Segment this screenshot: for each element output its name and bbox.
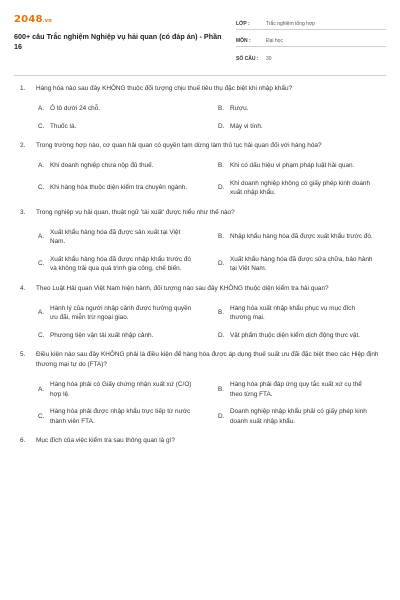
answer-option[interactable] <box>38 304 206 323</box>
option-letter: A. <box>38 385 45 393</box>
question-number: 3. <box>20 208 26 216</box>
option-text: Hành lý của người nhập cảnh được hưởng quyền ưu đãi, miễn trừ ngoại giao. <box>50 304 192 321</box>
answer-options <box>14 380 386 426</box>
question-text-row <box>14 350 386 370</box>
answer-option[interactable] <box>38 228 206 247</box>
meta-label: MÔN : <box>236 38 251 44</box>
answer-option[interactable] <box>38 331 206 341</box>
option-letter: B. <box>218 105 225 112</box>
site-logo[interactable] <box>14 14 236 25</box>
question-list <box>14 84 386 446</box>
question-text-row <box>14 84 386 94</box>
question-number: 5. <box>20 351 26 358</box>
question-number: 1. <box>20 85 26 92</box>
option-text: Khi có dấu hiệu vi phạm pháp luật hải quan. <box>230 162 355 169</box>
question-item <box>14 141 386 198</box>
logo-text: 2048 <box>14 14 43 25</box>
option-letter: B. <box>218 385 225 393</box>
question-item <box>14 436 386 446</box>
header-left <box>14 12 236 70</box>
option-letter: D. <box>218 184 225 192</box>
header-divider <box>14 75 386 76</box>
meta-label: SỐ CÂU : <box>236 56 259 62</box>
answer-option[interactable] <box>38 104 206 114</box>
meta-row-subject <box>236 30 386 47</box>
option-text: Thuốc lá. <box>50 122 77 130</box>
answer-option[interactable] <box>218 407 386 426</box>
answer-option[interactable] <box>38 179 206 198</box>
option-text: Vật phẩm thuộc diện kiểm dịch động thực vật. <box>230 331 361 339</box>
answer-option[interactable] <box>218 304 386 323</box>
option-letter: C. <box>38 412 45 420</box>
answer-option[interactable] <box>218 161 386 171</box>
meta-label: LỚP : <box>236 21 250 27</box>
answer-option[interactable] <box>218 331 386 341</box>
answer-option[interactable] <box>218 380 386 399</box>
answer-option[interactable] <box>218 228 386 247</box>
option-text: Khi doanh nghiệp không có giấy phép kinh doanh xuất nhập khẩu. <box>230 179 370 196</box>
question-number: 2. <box>20 142 26 149</box>
question-text-row <box>14 284 386 294</box>
meta-row-count <box>236 47 386 64</box>
option-letter: B. <box>218 233 225 241</box>
answer-options <box>14 104 386 131</box>
question-text: Mục đích của việc kiểm tra sau thông quan là gì? <box>36 437 175 444</box>
option-letter: D. <box>218 260 225 268</box>
option-letter: A. <box>38 233 45 241</box>
question-number: 4. <box>20 284 26 292</box>
answer-option[interactable] <box>218 122 386 132</box>
question-text: Trong nghiệp vụ hải quan, thuật ngữ 'tái xuất' được hiểu như thế nào? <box>36 208 235 216</box>
question-text-row <box>14 141 386 151</box>
question-text: Điều kiện nào sau đây KHÔNG phải là điều kiện để hàng hóa được áp dụng thuế suất ưu đãi đặc biệt theo các Hiệp định thương mại tự do (FTA)? <box>36 351 379 368</box>
document-header <box>14 12 386 70</box>
question-text: Hàng hóa nào sau đây KHÔNG thuộc đối tượng chịu thuế tiêu thụ đặc biệt khi nhập khẩu? <box>36 85 293 92</box>
answer-option[interactable] <box>218 104 386 114</box>
option-text: Xuất khẩu hàng hóa đã được nhập khẩu trước đó và không trải qua quá trình gia công, chế biến. <box>50 255 191 272</box>
option-letter: C. <box>38 122 45 130</box>
logo-suffix: .vn <box>42 18 52 24</box>
option-text: Khi doanh nghiệp chưa nộp đủ thuế. <box>50 162 154 169</box>
option-letter: D. <box>218 122 225 130</box>
answer-option[interactable] <box>38 407 206 426</box>
answer-option[interactable] <box>38 380 206 399</box>
answer-options <box>14 161 386 198</box>
question-text-row <box>14 208 386 218</box>
option-letter: C. <box>38 331 45 339</box>
question-item <box>14 208 386 274</box>
option-text: Hàng hóa phải có Giấy chứng nhận xuất xứ (C/O) hợp lệ. <box>50 381 192 398</box>
option-text: Doanh nghiệp nhập khẩu phải có giấy phép kinh doanh xuất nhập khẩu. <box>230 408 367 425</box>
option-letter: A. <box>38 309 45 317</box>
answer-option[interactable] <box>218 179 386 198</box>
option-text: Phương tiện vận tải xuất nhập cảnh. <box>50 331 154 339</box>
meta-value: 30 <box>266 56 272 62</box>
meta-value: Đại học <box>266 38 283 44</box>
option-letter: C. <box>38 184 45 192</box>
option-letter: A. <box>38 162 45 169</box>
option-text: Khi hàng hóa thuộc diện kiểm tra chuyên ngành. <box>50 184 188 192</box>
option-text: Xuất khẩu hàng hóa đã được sửa chữa, bảo hành tại Việt Nam. <box>230 255 373 272</box>
option-letter: A. <box>38 105 45 112</box>
option-text: Máy vi tính. <box>230 122 263 130</box>
option-text: Xuất khẩu hàng hóa đã được sản xuất tại Việt Nam. <box>50 228 181 245</box>
question-item <box>14 284 386 341</box>
option-letter: D. <box>218 412 225 420</box>
option-text: Nhập khẩu hàng hóa đã được xuất khẩu trước đó. <box>230 233 373 241</box>
answer-option[interactable] <box>38 255 206 274</box>
answer-option[interactable] <box>218 255 386 274</box>
answer-option[interactable] <box>38 161 206 171</box>
question-item <box>14 350 386 426</box>
document-meta <box>236 12 386 70</box>
meta-value: Trắc nghiệm tổng hợp <box>266 21 315 27</box>
answer-options <box>14 304 386 341</box>
meta-row-class <box>236 13 386 30</box>
option-text: Hàng hóa phải được nhập khẩu trực tiếp từ nước thành viên FTA. <box>50 408 191 425</box>
option-letter: B. <box>218 309 225 317</box>
answer-options <box>14 228 386 274</box>
question-text: Theo Luật Hải quan Việt Nam hiện hành, đối tượng nào sau đây KHÔNG thuộc diện kiểm tra hải quan? <box>36 284 329 292</box>
question-text: Trong trường hợp nào, cơ quan hải quan có quyền tạm dừng làm thủ tục hải quan đối với hàng hóa? <box>36 142 322 149</box>
option-text: Ô tô dưới 24 chỗ. <box>50 105 101 112</box>
question-item <box>14 84 386 131</box>
question-text-row <box>14 436 386 446</box>
option-text: Hàng hóa phải đáp ứng quy tắc xuất xứ cụ thể theo từng FTA. <box>230 381 362 398</box>
option-text: Hàng hóa xuất nhập khẩu phục vụ mục đích thương mại. <box>230 304 356 321</box>
document-title: 600+ câu Trắc nghiệm Nghiệp vụ hải quan (có đáp án) - Phần 16 <box>14 32 222 51</box>
option-letter: D. <box>218 331 225 339</box>
option-letter: B. <box>218 162 225 169</box>
question-number: 6. <box>20 437 26 444</box>
option-letter: C. <box>38 260 45 268</box>
answer-option[interactable] <box>38 122 206 132</box>
option-text: Rượu. <box>230 105 249 112</box>
